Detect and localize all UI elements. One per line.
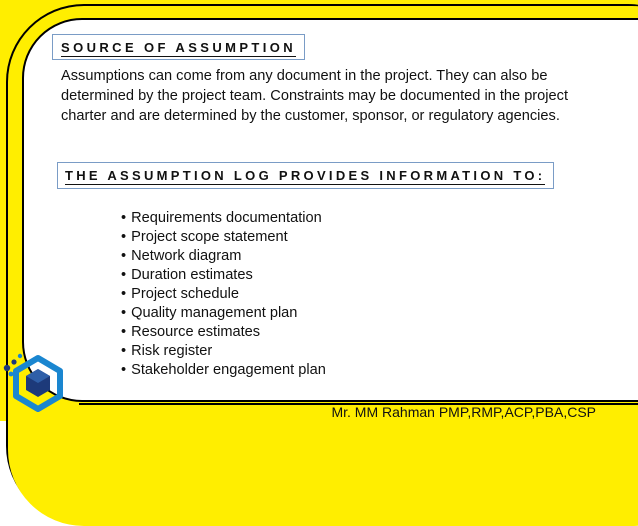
section-heading-assumption-log-text: THE ASSUMPTION LOG PROVIDES INFORMATION TO:: [65, 168, 546, 183]
list-item: • Quality management plan: [121, 304, 326, 323]
list-item: • Project schedule: [121, 285, 326, 304]
list-item: • Network diagram: [121, 247, 326, 266]
section-heading-source-text: SOURCE OF ASSUMPTION: [61, 40, 297, 55]
author-credit: Mr. MM Rahman PMP,RMP,ACP,PBA,CSP: [331, 404, 596, 420]
list-item: • Risk register: [121, 342, 326, 361]
section-heading-assumption-log: [57, 162, 554, 189]
section-heading-source: [52, 34, 305, 60]
list-item: • Requirements documentation: [121, 209, 326, 228]
list-item: • Project scope statement: [121, 228, 326, 247]
list-item: • Resource estimates: [121, 323, 326, 342]
list-item: • Stakeholder engagement plan: [121, 361, 326, 380]
hexagon-cube-logo-icon: [2, 352, 64, 414]
assumption-log-list: [121, 209, 326, 380]
list-item: • Duration estimates: [121, 266, 326, 285]
assumption-source-paragraph: Assumptions can come from any document in the project. They can also be determined by the project team. Constraints may be documented in the project charter and are determined by the customer, sponsor, or regulatory agencies.: [61, 68, 568, 124]
